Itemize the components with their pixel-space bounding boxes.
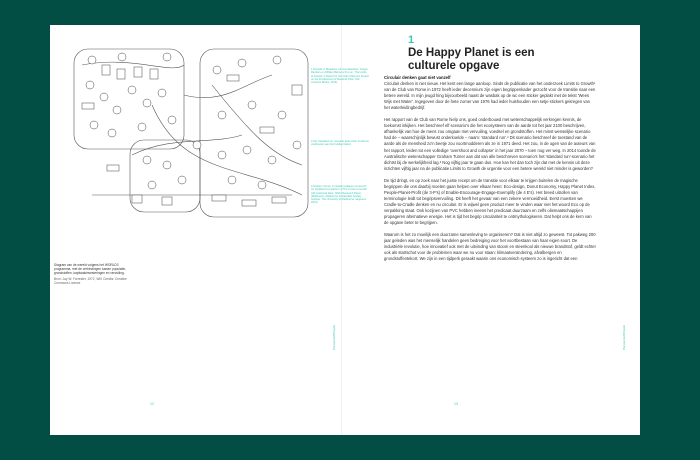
world3-diagram-image <box>72 45 312 225</box>
body-text <box>384 75 596 268</box>
page-number-right: 13 <box>454 402 458 406</box>
paragraph-2: Het rapport van de Club van Rome hielp ons, goed onderbouwd met wetenschappelijk verkregen kennis, de toekomst inkijken. Het beschreef elf scenario's die het ecosysteem van de aarde tot het jaar 2100 beschrijven, afhankelijk van hoe de mens zou omgaan met vervuiling, voedsel en grondstoffen. Het minst wenselijke scenario had de – waarschijnlijk bewust onderkoelde – naam: 'standard run'.² Dit scenario beschreef de toestand van de aarde als de mensheid zo'n beetje zou voortmodderen als ze in 1971 deed. Het zou, in de ogen van de auteurs van het rapport, leiden tot een volledige 'overshoot and collapse' in het jaar 2070 – toen nog ver weg. In 2014 toonde de Australische wetenschapper Graham Turner aan dat van alle beschreven scenario's het 'standard run'-scenario het dichtst bij de werkelijkheid lag.³ Nog vijftig jaar te gaan dus. Hoe kan het dan toch zijn dat met de kennis uit deze inzichten vijftig jaar na de publicatie Limits to Growth de urgentie voor een betere wereld niet minder is geworden? <box>384 117 596 171</box>
caption-credit: Bron: Jay W. Forrester, 1972, WiX Credits: Creative Commons License <box>54 277 127 286</box>
gutter-divider <box>341 25 342 435</box>
running-header-left: Perspectief/Projekt <box>332 325 336 351</box>
chapter-number: 1 <box>408 34 415 46</box>
caption-text: Diagram van de wereld volgens het WORLD3 programma, met de verbindingen tussen populatie, grondstoffen, kapitaalsinvesteringen en vervuiling. <box>54 263 126 276</box>
sidenote-3: 3 Graham Turner, 'Is Global Collapse Imminent? An Updated Comparison of The Limits to Growth with Historical Data', MSSI Research Paper, (Melbourne: Melbourne Sustainable Society Institute, The University of Melbourne, augustus 2014). <box>311 185 367 205</box>
paragraph-4: Waarom is het zo moeilijk een duurzame samenleving te organiseren? Dat is niet altijd zo geweest. Tot pakweg 200 jaar geleden was het menselijk handelen geen bedreiging voor het voortbestaan van haar eigen soort. De industriële revolutie, hoe innovatief ook met de uitvinding van stoom en steenkool als nieuwe brandstof, geldt echter ook als startschot voor de problemen waar we nu voor staan: klimaatverandering, afvalbergen en grondstoffentekort. We zijn in een tijdperk geraakt waarin ons economisch systeem zo is ingericht dat een <box>384 232 596 262</box>
book-spread <box>50 25 640 435</box>
sidenote-1: 1 Donella H. Meadows, Dennis Meadows, Jørgen Randers en William Behrens III et al., The Limits to Growth: A Report for the Club of Rome's Project on the Predicament of Mankind (New York: Universe Books, 1972). <box>311 68 369 85</box>
figure-caption <box>54 263 134 285</box>
page-number-left: 12 <box>150 402 154 406</box>
paragraph-3: De tijd dringt, en op zoek naar het juiste recept om de transitie voor elkaar te krijgen buitelen de magische begrippen die ons daarbij moeten gaan helpen over elkaar heen: Eco-design, Donut Economy, Happy Planet Index, People-Planet-Profit (de 3-P's) of Enable-Encourage-Engage-Exemplify (de 4 E's). Het breed uitrollen van terminologie leidt tot begripsvervuiling. Dit heeft het gevaar van een zekere vermoeidheid. Eerst moesten we Cradle-to-Cradle denken en nu circulair. Er is wijwel geen product meer te vinden waar niet het woord Eco op de verpakking staat. Ook kozijnen van PVC hebben ineens het predicaat duurzaam en zelfs oliemaatschappijen propageren alternatieve energie. Het is tijd het begrip circulariteit te ontmythologiseren. Dat helpt ons de kern van de opgave beter te begrijpen. <box>384 177 596 226</box>
section-subheading: Circulair denken gaat niet vanzelf <box>384 75 451 80</box>
paragraph-1: Circulair denken is niet nieuw. Het kent een lange aanloop. Sinds de publicatie van het onderzoek Limits to Growth¹ van de Club van Rome in 1972 heeft ieder decennium zijn eigen begrippenkader gezocht voor de transitie naar een betere wereld. In mijn jeugd hing bijvoorbeeld naast de wasbak op de wc een sticker geplakt met de tekst 'Wees Wijs met Water'. Ingegeven door de hete zomer van 1976 had ieder huishouden een setje stickers gekregen van het waterleidingbedrijf. <box>384 81 596 111</box>
sidenote-2: 2 Het 'standard run' scenario gaat ervan uit dat we vasthouden aan het huidige beleid. <box>311 140 369 147</box>
running-header-right: Perspectief/Projekt <box>622 325 626 351</box>
chapter-title: De Happy Planet is een culturele opgave <box>408 47 535 72</box>
